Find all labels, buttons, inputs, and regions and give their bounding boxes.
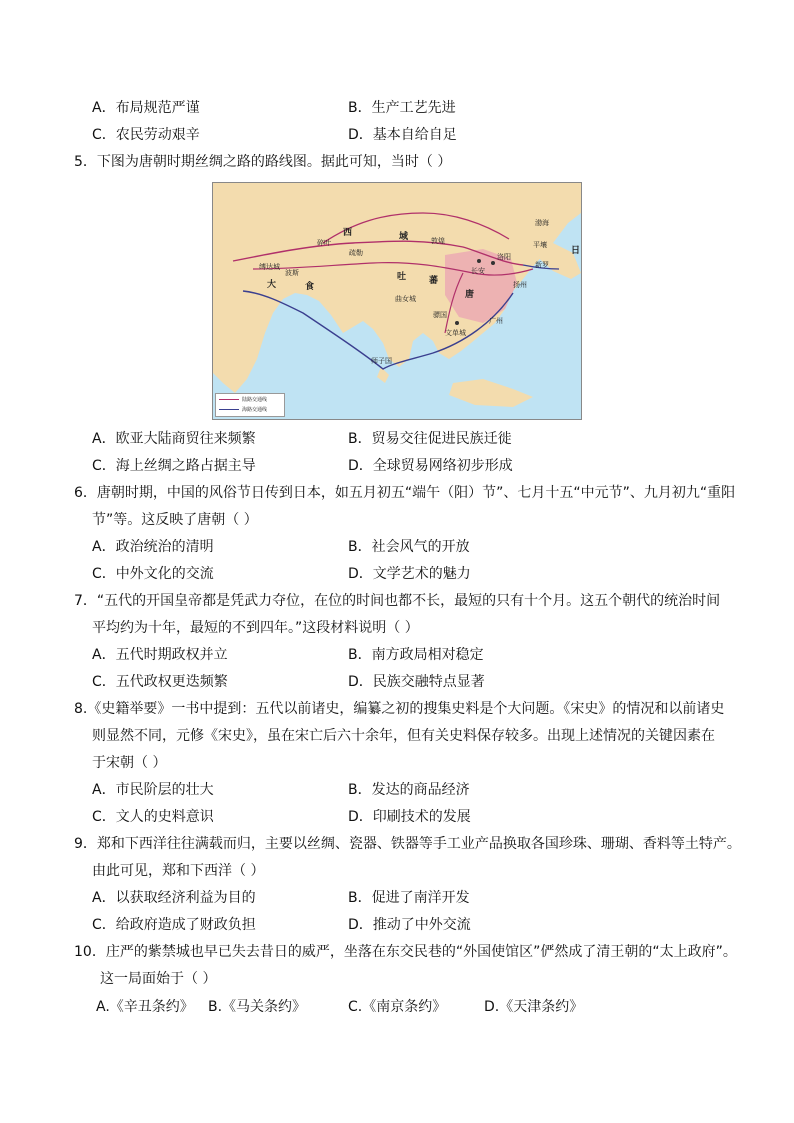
map-label-dunhuang: 敦煌 bbox=[431, 237, 445, 245]
map-label-tang: 唐 bbox=[465, 290, 475, 300]
q8-option-c[interactable]: C．文人的史料意识 bbox=[92, 809, 214, 825]
map-label-suiye: 碎叶 bbox=[317, 239, 331, 247]
map-label-baghdad: 缚达城 bbox=[259, 263, 280, 271]
q7-stem-line1: 7．“五代的开国皇帝都是凭武力夺位，在位的时间也都不长，最短的只有十个月。这五个朝代的统治时间 bbox=[74, 593, 721, 609]
q9-option-c[interactable]: C．给政府造成了财政负担 bbox=[92, 917, 256, 933]
q9-stem-line1: 9．郑和下西洋往往满载而归，主要以丝绸、瓷器、铁器等手工业产品换取各国珍珠、珊瑚、香料等土特产。 bbox=[74, 836, 741, 852]
q5-option-d[interactable]: D．全球贸易网络初步形成 bbox=[348, 458, 513, 474]
map-label-shizi: 师子国 bbox=[371, 357, 392, 365]
q10-option-d[interactable]: D.《天津条约》 bbox=[484, 999, 584, 1015]
q6-option-b[interactable]: B．社会风气的开放 bbox=[348, 539, 470, 555]
q6-option-a[interactable]: A．政治统治的清明 bbox=[92, 539, 214, 555]
q10-stem-line1: 10．庄严的紫禁城也早已失去昔日的威严，坐落在东交民巷的“外国使馆区”俨然成了清王朝的“太上政府”。 bbox=[74, 944, 737, 960]
legend-land-row bbox=[216, 394, 284, 404]
q10-option-a[interactable]: A.《辛丑条约》 bbox=[96, 999, 194, 1015]
q7-stem-line2: 平均约为十年，最短的不到四年。”这段材料说明（ ） bbox=[92, 620, 419, 636]
q8-option-b[interactable]: B．发达的商品经济 bbox=[348, 782, 470, 798]
q5-option-b[interactable]: B．贸易交往促进民族迁徙 bbox=[348, 431, 512, 447]
q8-option-a[interactable]: A．市民阶层的壮大 bbox=[92, 782, 214, 798]
q8-option-d[interactable]: D．印刷技术的发展 bbox=[348, 809, 471, 825]
q7-option-c[interactable]: C．五代政权更迭频繁 bbox=[92, 674, 228, 690]
map-label-riben: 日 bbox=[571, 246, 581, 256]
q5-option-c[interactable]: C．海上丝绸之路占据主导 bbox=[92, 458, 256, 474]
map-label-da: 大 bbox=[267, 280, 277, 290]
map-label-yu: 域 bbox=[399, 232, 409, 242]
q9-option-d[interactable]: D．推动了中外交流 bbox=[348, 917, 471, 933]
q4-option-b[interactable]: B．生产工艺先进 bbox=[348, 100, 456, 116]
legend-land-line bbox=[219, 399, 239, 400]
q9-stem-line2: 由此可见，郑和下西洋（ ） bbox=[92, 863, 265, 879]
map-label-luoyang: 洛阳 bbox=[497, 253, 511, 261]
map-label-bohai: 渤海 bbox=[535, 219, 549, 227]
q8-stem-line2: 则显然不同，元修《宋史》，虽在宋亡后六十余年，但有关史料保存较多。出现上述情况的关键因素在 bbox=[92, 728, 715, 744]
map-legend bbox=[215, 393, 285, 417]
map-label-tu: 吐 bbox=[397, 272, 407, 282]
q7-option-d[interactable]: D．民族交融特点显著 bbox=[348, 674, 485, 690]
luoyang-marker bbox=[491, 261, 495, 265]
q4-option-d[interactable]: D．基本自给自足 bbox=[348, 127, 457, 143]
map-label-bo: 蕃 bbox=[429, 276, 439, 286]
map-label-bosi: 波斯 bbox=[285, 269, 299, 277]
q10-option-c[interactable]: C.《南京条约》 bbox=[348, 999, 447, 1015]
wendan-marker bbox=[455, 321, 459, 325]
map-label-yangzhou: 扬州 bbox=[513, 281, 527, 289]
q8-stem-line3: 于宋朝（ ） bbox=[92, 755, 167, 771]
q7-option-a[interactable]: A．五代时期政权并立 bbox=[92, 647, 228, 663]
q6-stem-line2: 节”等。这反映了唐朝（ ） bbox=[92, 512, 258, 528]
q5-stem: 5．下图为唐朝时期丝绸之路的路线图。据此可知，当时（ ） bbox=[74, 154, 452, 170]
q6-option-c[interactable]: C．中外文化的交流 bbox=[92, 566, 214, 582]
map-label-shule: 疏勒 bbox=[349, 249, 363, 257]
q8-stem-line1: 8.《史籍举要》一书中提到：五代以前诸史，编纂之初的搜集史料是个大问题。《宋史》的情况和以前诸史 bbox=[74, 701, 725, 717]
map-label-qunu: 曲女城 bbox=[395, 295, 416, 303]
q4-option-a[interactable]: A．布局规范严谨 bbox=[92, 100, 200, 116]
map-label-changan: 长安 bbox=[471, 267, 485, 275]
map-label-xinluo: 新罗 bbox=[535, 261, 549, 269]
q6-stem-line1: 6．唐朝时期，中国的风俗节日传到日本，如五月初五“端午（阳）节”、七月十五“中元节”、九月初九“重阳 bbox=[74, 485, 736, 501]
q10-stem-line2: 这一局面始于（ ） bbox=[100, 971, 217, 987]
q10-option-b[interactable]: B.《马关条约》 bbox=[208, 999, 307, 1015]
silk-road-map bbox=[212, 182, 582, 420]
legend-sea-row bbox=[216, 404, 284, 414]
q6-option-d[interactable]: D．文学艺术的魅力 bbox=[348, 566, 471, 582]
legend-sea-label: 海路交通线 bbox=[242, 406, 268, 413]
map-label-xi: 西 bbox=[343, 228, 353, 238]
q9-option-b[interactable]: B．促进了南洋开发 bbox=[348, 890, 470, 906]
map-label-wendan: 文单城 bbox=[445, 329, 466, 337]
map-label-shi: 食 bbox=[305, 282, 315, 292]
q5-option-a[interactable]: A．欧亚大陆商贸往来频繁 bbox=[92, 431, 256, 447]
silk-road-map-svg bbox=[213, 183, 581, 419]
q4-option-c[interactable]: C．农民劳动艰辛 bbox=[92, 127, 200, 143]
legend-sea-line bbox=[219, 409, 239, 410]
q7-option-b[interactable]: B．南方政局相对稳定 bbox=[348, 647, 484, 663]
map-label-guangzhou: 广州 bbox=[489, 317, 503, 325]
changan-marker bbox=[477, 259, 481, 263]
map-label-pingrang: 平壤 bbox=[533, 241, 547, 249]
map-label-piaoguo: 骠国 bbox=[433, 311, 447, 319]
q9-option-a[interactable]: A．以获取经济利益为目的 bbox=[92, 890, 256, 906]
legend-land-label: 陆路交通线 bbox=[242, 396, 268, 403]
